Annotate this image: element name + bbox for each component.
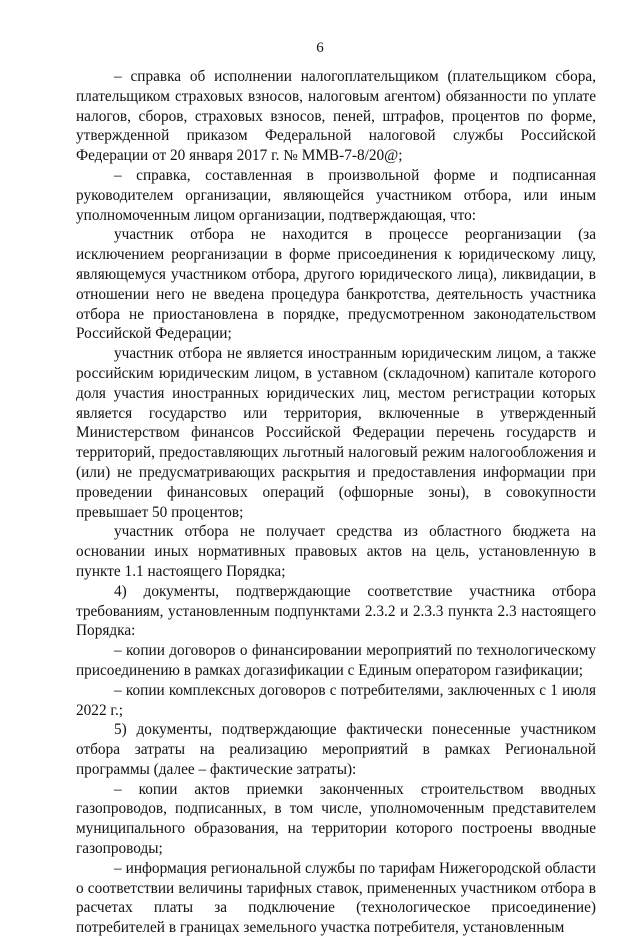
document-body <box>76 67 596 938</box>
paragraph-no-other-funding: участник отбора не получает средства из областного бюджета на основании иных нормативных правовых актов на цель, установленную в пункте 1.1 настоящего Порядка; <box>76 523 596 580</box>
paragraph-item-4-documents: 4) документы, подтверждающие соответствие участника отбора требованиям, установленным подпунктами 2.3.2 и 2.3.3 пункта 2.3 настоящего Порядка: <box>76 582 596 640</box>
paragraph-not-foreign-entity: участник отбора не является иностранным юридическим лицом, а также российским юридическим лицом, в уставном (складочном) капитале которого доля участия иностранных юридических лиц, местом регистрации которых является государство или территория, включенные в утвержденный Министерством финансов Российской Федерации перечень государств и территорий, предоставляющих льготный налоговый режим налогообложения и (или) не предусматривающих раскрытия и предоставления информации при проведении финансовых операций (офшорные зоны), в совокупности превышает 50 процентов; <box>76 345 596 521</box>
paragraph-acceptance-acts: – копии актов приемки законченных строительством вводных газопроводов, подписанных, в том числе, уполномоченным представителем муниципального образования, на территории которого построены вводные газопроводы; <box>76 780 596 858</box>
paragraph-item-5-actual-costs: 5) документы, подтверждающие фактически понесенные участником отбора затраты на реализацию мероприятий в рамках Региональной программы (далее – фактические затраты): <box>76 721 596 778</box>
paragraph-tax-certificate: – справка об исполнении налогоплательщиком (плательщиком сбора, плательщиком страховых взносов, налоговым агентом) обязанности по уплате налогов, сборов, страховых взносов, пеней, штрафов, процентов по форме, утвержденной приказом Федеральной налоговой службы Российской Федерации от 20 января 2017 г. № ММВ-7-8/20@; <box>76 68 596 165</box>
paragraph-no-reorganization: участник отбора не находится в процессе реорганизации (за исключением реорганизации в форме присоединения к юридическому лицу, являющемуся участником отбора, другого юридического лица), ликвидации, в отношении него не введена процедура банкротства, деятельность участника отбора не приостановлена в порядке, предусмотренном законодательством Российской Федерации; <box>76 226 596 343</box>
paragraph-complex-contracts: – копии комплексных договоров с потребителями, заключенных с 1 июля 2022 г.; <box>76 681 596 719</box>
paragraph-organization-statement: – справка, составленная в произвольной форме и подписанная руководителем организации, являющейся участником отбора, или иным уполномоченным лицом организации, подтверждающая, что: <box>76 166 596 224</box>
page-number: 6 <box>316 40 324 56</box>
paragraph-tariff-service-info: – информация региональной службы по тарифам Нижегородской области о соответствии величины тарифных ставок, примененных участником отбора в расчетах платы за подключение (технологическое присоединение) потребителей в границах земельного участка потребителя, установленным <box>76 859 596 937</box>
paragraph-financing-contracts: – копии договоров о финансировании мероприятий по технологическому присоединению в рамках догазификации с Единым оператором газификации; <box>76 642 596 679</box>
